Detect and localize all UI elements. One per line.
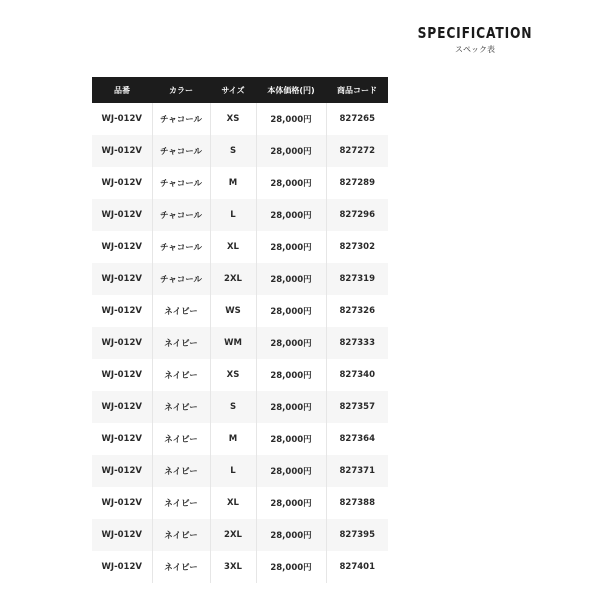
table-row — [92, 455, 388, 487]
cell-price: 28,000円 — [256, 551, 326, 583]
cell-price: 28,000円 — [256, 487, 326, 519]
cell-price: 28,000円 — [256, 167, 326, 199]
cell-size: L — [210, 199, 256, 231]
cell-price: 28,000円 — [256, 519, 326, 551]
cell-sku: 827371 — [326, 455, 388, 487]
cell-size: S — [210, 135, 256, 167]
cell-size: XL — [210, 231, 256, 263]
cell-sku: 827357 — [326, 391, 388, 423]
cell-color: ネイビー — [152, 519, 210, 551]
cell-sku: 827333 — [326, 327, 388, 359]
cell-product-code: WJ-012V — [92, 167, 152, 199]
cell-price: 28,000円 — [256, 391, 326, 423]
cell-sku: 827388 — [326, 487, 388, 519]
table-row — [92, 135, 388, 167]
cell-product-code: WJ-012V — [92, 359, 152, 391]
cell-product-code: WJ-012V — [92, 199, 152, 231]
table-row — [92, 295, 388, 327]
cell-size: 3XL — [210, 551, 256, 583]
cell-size: M — [210, 423, 256, 455]
cell-product-code: WJ-012V — [92, 455, 152, 487]
cell-sku: 827265 — [326, 103, 388, 135]
cell-product-code: WJ-012V — [92, 295, 152, 327]
cell-sku: 827395 — [326, 519, 388, 551]
column-header-size: サイズ — [210, 77, 256, 103]
cell-product-code: WJ-012V — [92, 551, 152, 583]
cell-sku: 827326 — [326, 295, 388, 327]
table-row — [92, 391, 388, 423]
cell-color: ネイビー — [152, 327, 210, 359]
table-row — [92, 423, 388, 455]
cell-color: ネイビー — [152, 551, 210, 583]
cell-price: 28,000円 — [256, 135, 326, 167]
cell-size: XS — [210, 359, 256, 391]
cell-color: チャコール — [152, 199, 210, 231]
cell-size: S — [210, 391, 256, 423]
table-row — [92, 359, 388, 391]
cell-product-code: WJ-012V — [92, 391, 152, 423]
cell-sku: 827272 — [326, 135, 388, 167]
cell-sku: 827302 — [326, 231, 388, 263]
cell-size: L — [210, 455, 256, 487]
cell-price: 28,000円 — [256, 455, 326, 487]
table-row — [92, 519, 388, 551]
cell-price: 28,000円 — [256, 231, 326, 263]
cell-color: ネイビー — [152, 391, 210, 423]
table-row — [92, 327, 388, 359]
cell-color: ネイビー — [152, 423, 210, 455]
cell-product-code: WJ-012V — [92, 327, 152, 359]
cell-size: XL — [210, 487, 256, 519]
cell-color: ネイビー — [152, 295, 210, 327]
header-row — [92, 77, 388, 103]
cell-size: WM — [210, 327, 256, 359]
spec-table-body — [92, 103, 388, 583]
cell-price: 28,000円 — [256, 423, 326, 455]
spec-table-header — [92, 77, 388, 103]
cell-price: 28,000円 — [256, 199, 326, 231]
cell-product-code: WJ-012V — [92, 519, 152, 551]
cell-price: 28,000円 — [256, 263, 326, 295]
cell-color: チャコール — [152, 263, 210, 295]
cell-product-code: WJ-012V — [92, 487, 152, 519]
cell-size: 2XL — [210, 263, 256, 295]
cell-price: 28,000円 — [256, 327, 326, 359]
column-header-price: 本体価格(円) — [256, 77, 326, 103]
cell-product-code: WJ-012V — [92, 423, 152, 455]
cell-size: M — [210, 167, 256, 199]
cell-color: ネイビー — [152, 487, 210, 519]
cell-color: チャコール — [152, 103, 210, 135]
cell-color: チャコール — [152, 167, 210, 199]
table-row — [92, 103, 388, 135]
table-row — [92, 487, 388, 519]
cell-price: 28,000円 — [256, 103, 326, 135]
cell-sku: 827340 — [326, 359, 388, 391]
cell-product-code: WJ-012V — [92, 231, 152, 263]
spec-table — [92, 77, 388, 583]
table-row — [92, 167, 388, 199]
column-header-color: カラー — [152, 77, 210, 103]
cell-color: チャコール — [152, 231, 210, 263]
cell-sku: 827289 — [326, 167, 388, 199]
cell-color: ネイビー — [152, 359, 210, 391]
cell-sku: 827401 — [326, 551, 388, 583]
column-header-product-code: 品番 — [92, 77, 152, 103]
cell-product-code: WJ-012V — [92, 263, 152, 295]
cell-sku: 827296 — [326, 199, 388, 231]
cell-color: ネイビー — [152, 455, 210, 487]
spec-subtitle: スペック表 — [455, 45, 495, 54]
table-row — [92, 263, 388, 295]
column-header-sku: 商品コード — [326, 77, 388, 103]
cell-sku: 827364 — [326, 423, 388, 455]
spec-heading — [390, 24, 560, 55]
table-row — [92, 199, 388, 231]
cell-product-code: WJ-012V — [92, 103, 152, 135]
cell-size: WS — [210, 295, 256, 327]
cell-product-code: WJ-012V — [92, 135, 152, 167]
spec-title: SPECIFICATION — [417, 24, 533, 42]
cell-color: チャコール — [152, 135, 210, 167]
cell-sku: 827319 — [326, 263, 388, 295]
table-row — [92, 231, 388, 263]
table-row — [92, 551, 388, 583]
cell-size: XS — [210, 103, 256, 135]
cell-price: 28,000円 — [256, 295, 326, 327]
cell-size: 2XL — [210, 519, 256, 551]
cell-price: 28,000円 — [256, 359, 326, 391]
